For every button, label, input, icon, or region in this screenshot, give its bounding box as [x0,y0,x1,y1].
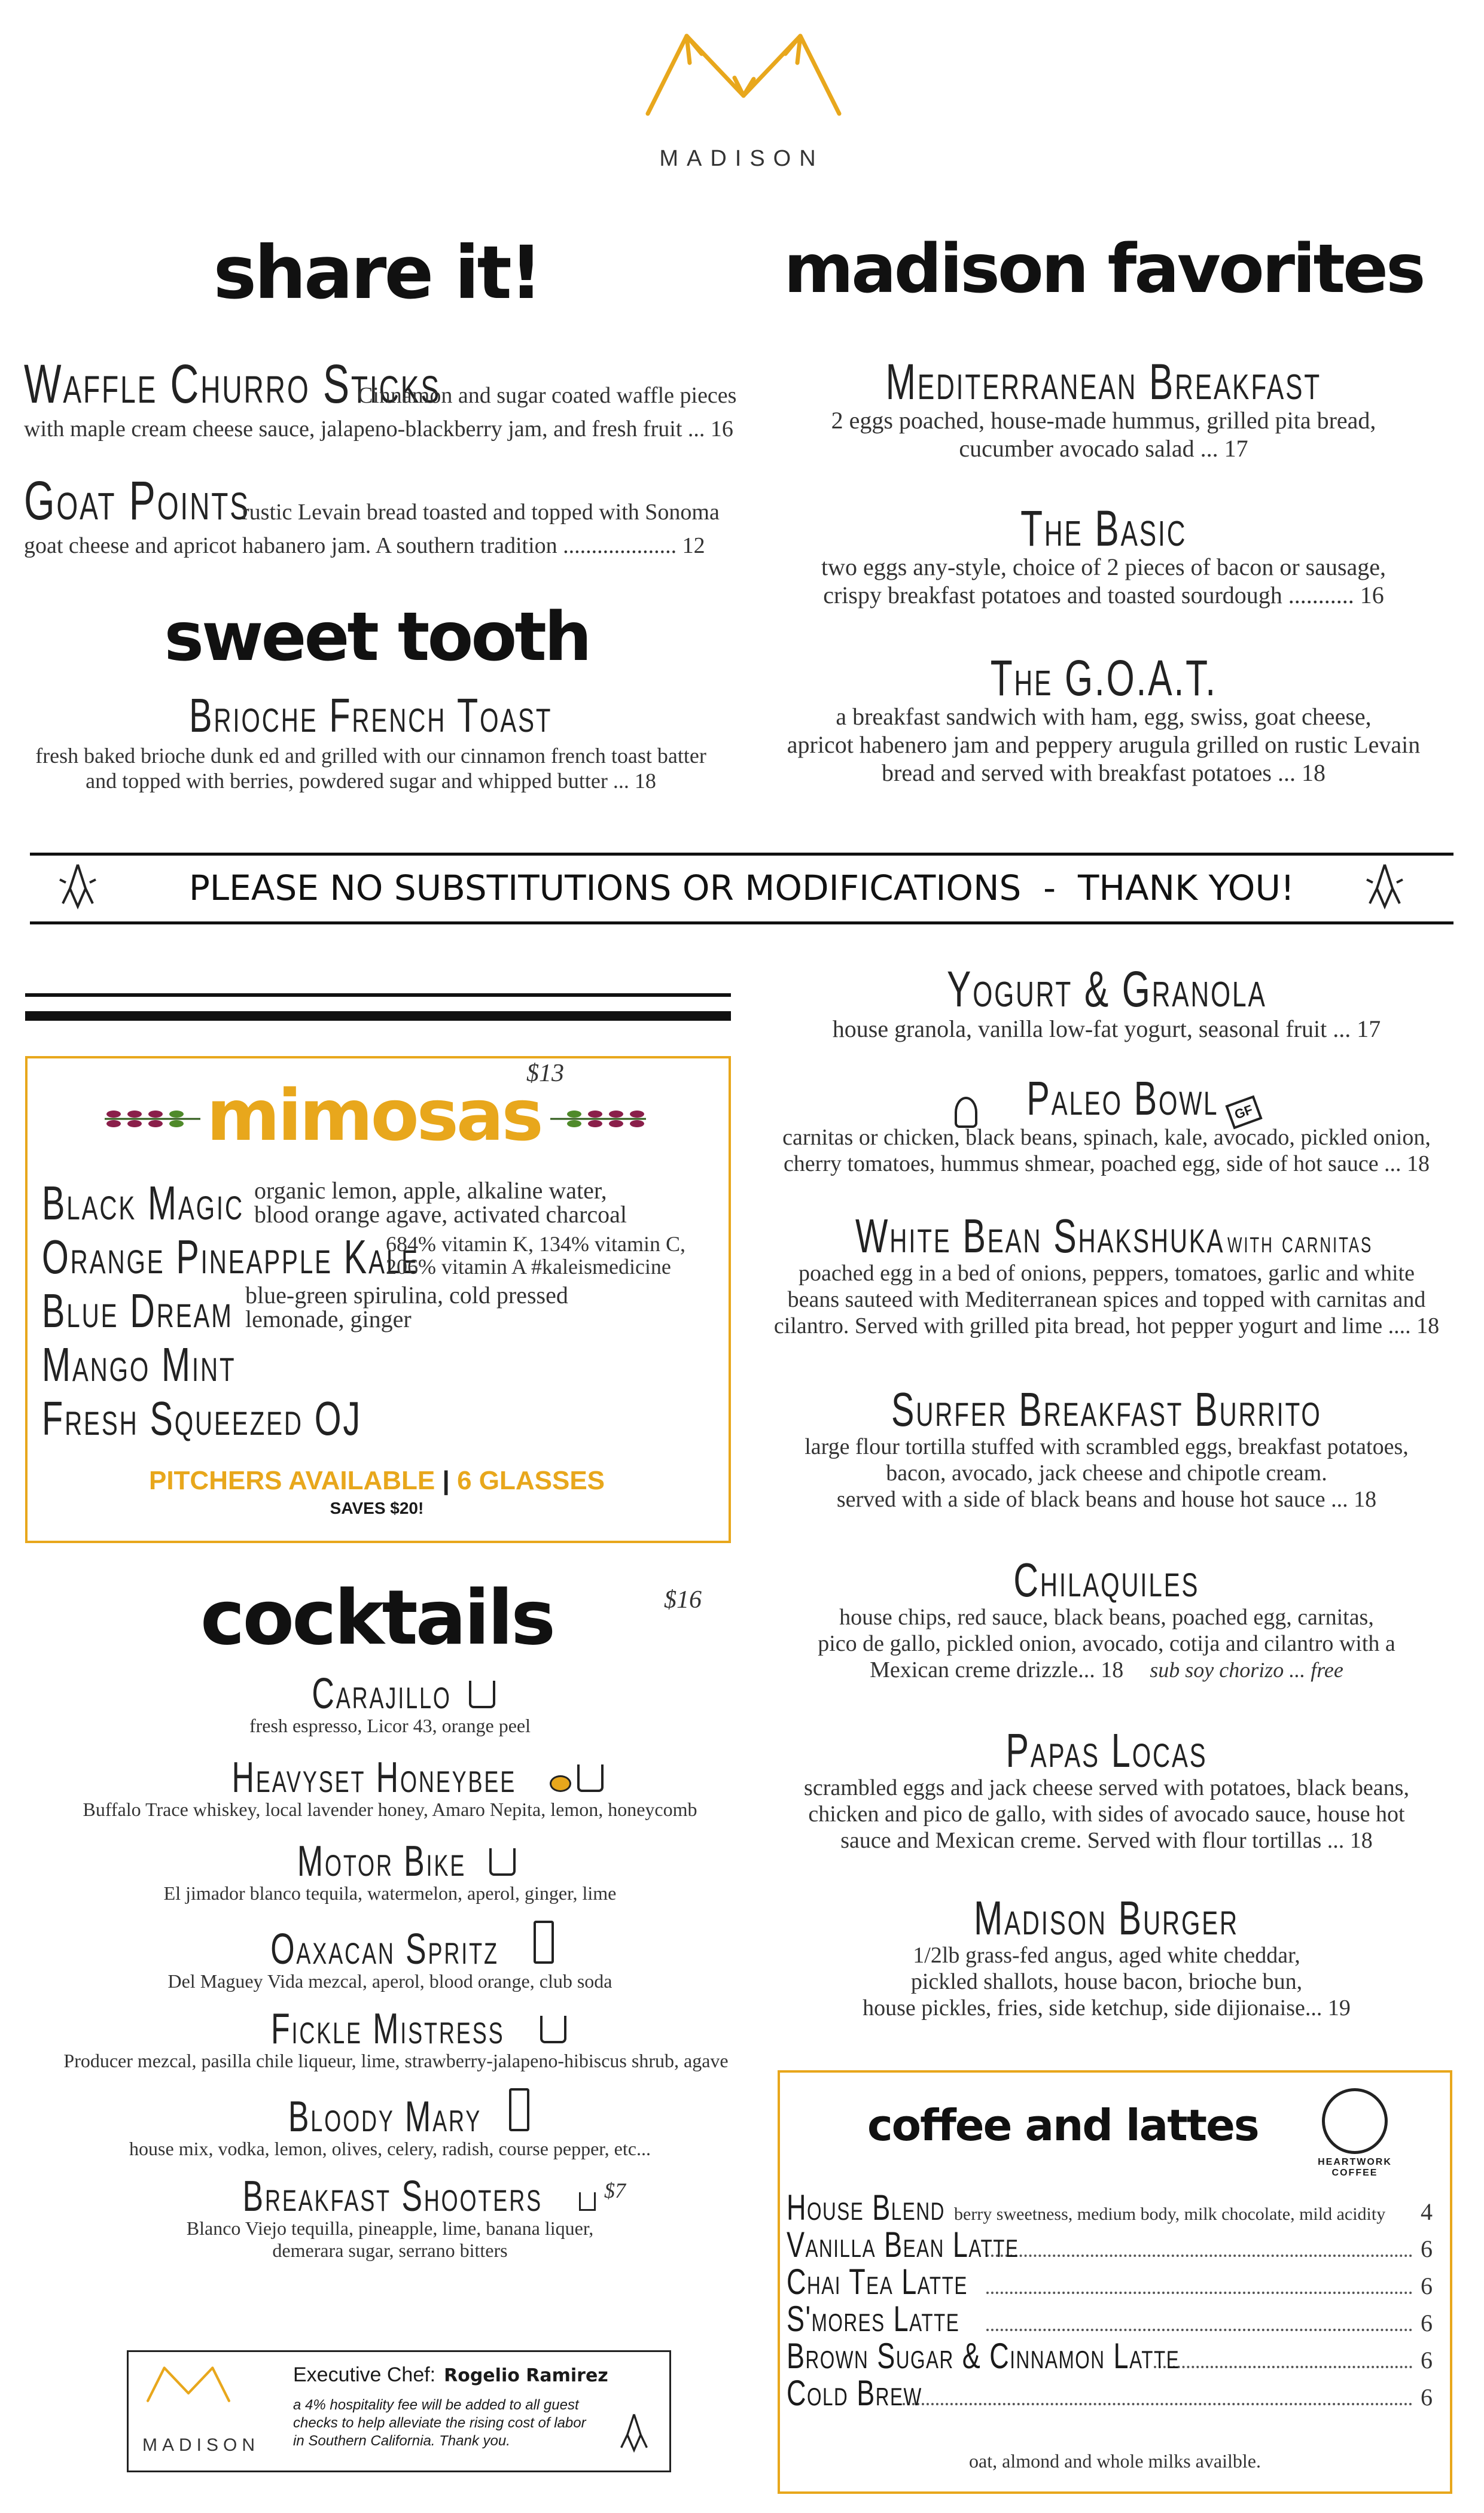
praying-hands-icon [1364,862,1406,909]
coffee-price: 4 [1421,2198,1433,2225]
item-desc: lemonade, ginger [245,1306,412,1332]
item-desc: carnitas or chicken, black beans, spinach, kale, avocado, pickled onion, [782,1125,1431,1151]
item-desc-inline: rustic Levain bread toasted and topped with Sonoma [242,500,720,525]
menu-item [748,1891,1465,2021]
hospitality-fee-note [293,2396,586,2450]
item-name: Blue Dream [42,1284,233,1337]
item-desc: fresh espresso, Licor 43, orange peel [249,1715,531,1736]
menu-item [760,500,1448,609]
coffee-price: 6 [1421,2384,1433,2411]
mimosa-item [42,1337,312,1392]
menu-item [748,1553,1465,1683]
fee-line: in Southern California. Thank you. [293,2433,510,2449]
item-desc: Buffalo Trace whiskey, local lavender honey, Amaro Nepita, lemon, honeycomb [83,1799,697,1820]
footer-brand: MADISON [142,2435,260,2455]
madison-logo-icon [645,30,842,120]
item-desc: 684% vitamin K, 134% vitamin C, [386,1232,685,1256]
coffee-row [787,2335,1433,2376]
mimosa-item [42,1230,712,1285]
item-desc: crispy breakfast potatoes and toasted sourdough ........... 16 [823,582,1384,609]
item-name: Oaxacan Spritz [270,1925,499,1973]
menu-item [748,1382,1465,1513]
item-desc: scrambled eggs and jack cheese served with potatoes, black beans, [804,1775,1409,1800]
cocktail-item [25,2004,767,2072]
menu-item [24,688,718,793]
pitchers-label: PITCHERS AVAILABLE [148,1466,435,1495]
item-name: Yogurt & Granola [946,961,1267,1017]
fee-line: a 4% hospitality fee will be added to all guest [293,2397,579,2413]
item-desc: house chips, red sauce, black beans, poached egg, carnitas, [839,1605,1374,1630]
item-name: The G.O.A.T. [990,650,1217,706]
item-desc: fresh baked brioche dunk ed and grilled with our cinnamon french toast batter [35,744,706,768]
coffee-title: coffee and lattes [867,2100,1258,2150]
glasses-label: 6 GLASSES [457,1466,605,1495]
menu-item [748,1209,1465,1339]
sweet-title: sweet tooth [164,598,590,676]
item-name: Bloody Mary [288,2093,482,2141]
tall-glass-icon [509,2088,529,2131]
chef-name: Rogelio Ramirez [444,2365,608,2386]
pitchers-line: PITCHERS AVAILABLE | 6 GLASSES [148,1466,605,1495]
mimosas-title: mimosas [206,1074,541,1157]
coffee-name: Cold Brew [787,2373,922,2413]
item-desc: pico de gallo, pickled onion, avocado, cotija and cilantro with a [818,1631,1395,1656]
item-desc: cherry tomatoes, hummus shmear, poached egg, side of hot sauce ... 18 [783,1151,1430,1177]
shot-glass-icon [579,2192,596,2211]
chef-label: Executive Chef: [293,2363,436,2386]
item-desc: demerara sugar, serrano bitters [272,2240,508,2261]
coffee-price: 6 [1421,2310,1433,2336]
fee-line: checks to help alleviate the rising cost of labor [293,2415,586,2431]
item-name: Motor Bike [297,1837,467,1885]
mimosa-item [42,1391,486,1446]
coffee-price: 6 [1421,2347,1433,2374]
item-desc: cilantro. Served with grilled pita bread, hot pepper yogurt and lime .... 18 [773,1313,1440,1338]
item-desc: poached egg in a bed of onions, peppers, tomatoes, garlic and white [799,1261,1415,1286]
item-desc: two eggs any-style, choice of 2 pieces of bacon or sausage, [821,553,1387,580]
item-name: Fresh Squeezed OJ [42,1392,362,1445]
leaf-icon [955,1097,977,1128]
item-name: Black Magic [42,1176,244,1230]
item-name: Mediterranean Breakfast [885,354,1322,410]
shooter-price: $7 [604,2179,626,2202]
item-name: Heavyset Honeybee [231,1754,516,1802]
item-desc: cucumber avocado salad ... 17 [959,435,1248,462]
rocks-glass-icon [577,1764,604,1792]
menu-item [760,353,1448,463]
coffee-list [787,2187,1433,2413]
item-desc: pickled shallots, house bacon, brioche bun, [910,1969,1303,1994]
coffee-name: Brown Sugar & Cinnamon Latte [787,2336,1180,2376]
cocktails-price: $16 [664,1586,702,1614]
item-desc: sauce and Mexican creme. Served with flour tortillas ... 18 [840,1828,1373,1853]
coffee-name: S'mores Latte [787,2299,960,2339]
item-name: Papas Locas [1005,1724,1208,1777]
share-title: share it! [213,230,541,315]
tall-glass-icon [534,1921,554,1964]
rocks-glass-icon [540,2016,566,2043]
notice-rule-bottom [30,921,1453,924]
coffee-name: House Blend [787,2188,945,2228]
menu-item [748,1723,1465,1854]
bee-icon [550,1775,571,1792]
coffee-row [787,2261,1433,2302]
leaf-garland-icon [102,1101,203,1137]
item-extra: sub soy chorizo ... free [1150,1658,1343,1682]
coffee-price: 6 [1421,2272,1433,2299]
heartwork-logo-icon [1322,2088,1388,2154]
item-desc: house granola, vanilla low-fat yogurt, seasonal fruit ... 17 [832,1015,1381,1042]
item-name: Madison Burger [974,1891,1239,1945]
coffee-name: Chai Tea Latte [787,2262,968,2302]
section-rule [25,993,731,997]
item-name: White Bean Shakshuka [855,1209,1225,1262]
item-desc: chicken and pico de gallo, with sides of avocado sauce, house hot [808,1802,1405,1827]
coffee-row [787,2224,1433,2265]
item-desc: blue-green spirulina, cold pressed [245,1282,568,1309]
item-name: Mango Mint [42,1338,236,1391]
item-desc-inline: Cinnamon and sugar coated waffle pieces [358,383,737,408]
milks-note: oat, almond and whole milks availble. [969,2450,1261,2472]
coffee-row [787,2187,1433,2228]
mimosa-item [42,1283,712,1338]
item-desc: 2 eggs poached, house-made hummus, grilled pita bread, [831,407,1376,434]
coffee-price: 6 [1421,2235,1433,2262]
praying-hands-icon [616,2411,652,2453]
cocktail-item [25,1837,755,1904]
cocktails-title: cocktails [200,1574,554,1662]
item-desc: and topped with berries, powdered sugar and whipped butter ... 18 [86,769,656,793]
cocktail-item [25,1669,755,1737]
item-desc: beans sauteed with Mediterranean spices and topped with carnitas and [787,1287,1426,1312]
item-name: Waffle Churro Sticks [24,354,441,415]
item-desc: Blanco Viejo tequilla, pineapple, lime, banana liquer, [186,2217,594,2239]
item-name: Brioche French Toast [189,689,553,742]
leaf-garland-icon [547,1101,649,1137]
item-name: Paleo Bowl [1026,1072,1219,1125]
item-name: Fickle Mistress [270,2005,505,2053]
item-desc: house mix, vodka, lemon, olives, celery, radish, course pepper, etc... [129,2138,651,2159]
item-name: The Basic [1020,500,1187,556]
item-desc: bread and served with breakfast potatoes ... 18 [882,759,1325,786]
coffee-row [787,2372,1433,2413]
item-desc: Mexican creme drizzle... 18 [870,1657,1124,1683]
coffee-row [787,2298,1433,2339]
coffee-note: berry sweetness, medium body, milk chocolate, mild acidity [954,2204,1386,2224]
item-name: Orange Pineapple Kale [42,1230,419,1283]
item-name: Surfer Breakfast Burrito [891,1383,1322,1436]
item-desc: goat cheese and apricot habanero jam. A southern tradition .................... 12 [24,533,705,558]
item-desc: 206% vitamin A #kaleismedicine [386,1255,671,1279]
section-rule [25,1011,731,1021]
menu-item [24,470,760,559]
cocktail-item [25,2088,755,2160]
item-name: Goat Points [24,470,250,531]
item-desc: apricot habenero jam and peppery arugula grilled on rustic Levain [787,731,1421,758]
item-desc: Del Maguey Vida mezcal, aperol, blood orange, club soda [167,1970,613,1992]
mimosa-item [42,1176,712,1231]
item-desc: El jimador blanco tequila, watermelon, aperol, ginger, lime [163,1882,617,1904]
cocktail-item [25,1753,755,1821]
item-suffix: with carnitas [1227,1225,1373,1259]
item-desc: with maple cream cheese sauce, jalapeno-blackberry jam, and fresh fruit ... 16 [24,416,733,442]
item-desc: bacon, avocado, jack cheese and chipotle cream. [886,1461,1327,1486]
item-desc: large flour tortilla stuffed with scrambled eggs, breakfast potatoes, [805,1434,1409,1459]
gf-badge: GF [1225,1096,1262,1130]
rocks-glass-icon [489,1848,516,1876]
praying-hands-icon [57,862,99,909]
item-desc: 1/2lb grass-fed angus, aged white cheddar, [913,1943,1300,1968]
item-desc: served with a side of black beans and house hot sauce ... 18 [836,1487,1377,1512]
item-desc: blood orange agave, activated charcoal [254,1201,627,1228]
saves-label: SAVES $20! [330,1499,424,1517]
favorites-title: madison favorites [784,230,1424,308]
cocktail-item [25,2172,755,2262]
brand-name: MADISON [659,146,824,171]
mimosas-price: $13 [526,1060,564,1087]
menu-item [748,1071,1465,1177]
notice-rule-top [30,853,1453,856]
heartwork-logo-text: HEARTWORK COFFEE [1318,2157,1392,2178]
item-desc: a breakfast sandwich with ham, egg, swiss, goat cheese, [836,703,1372,730]
rocks-glass-icon [469,1681,495,1708]
item-desc: Producer mezcal, pasilla chile liqueur, lime, strawberry-jalapeno-hibiscus shrub, agave [63,2050,729,2071]
item-desc: house pickles, fries, side ketchup, side dijionaise... 19 [863,1995,1351,2021]
item-name: Breakfast Shooters [242,2173,543,2220]
menu-item [760,649,1448,787]
item-desc: organic lemon, apple, alkaline water, [254,1177,607,1204]
menu-item [748,960,1465,1043]
cocktail-item [25,1921,755,1992]
item-name: Carajillo [312,1670,452,1718]
chef-line [293,2363,608,2387]
item-name: Chilaquiles [1013,1553,1200,1607]
no-substitutions-notice: PLEASE NO SUBSTITUTIONS OR MODIFICATIONS - THANK YOU! [188,868,1295,908]
menu-item [24,353,760,442]
coffee-name: Vanilla Bean Latte [787,2225,1019,2265]
madison-logo-icon [147,2360,230,2408]
